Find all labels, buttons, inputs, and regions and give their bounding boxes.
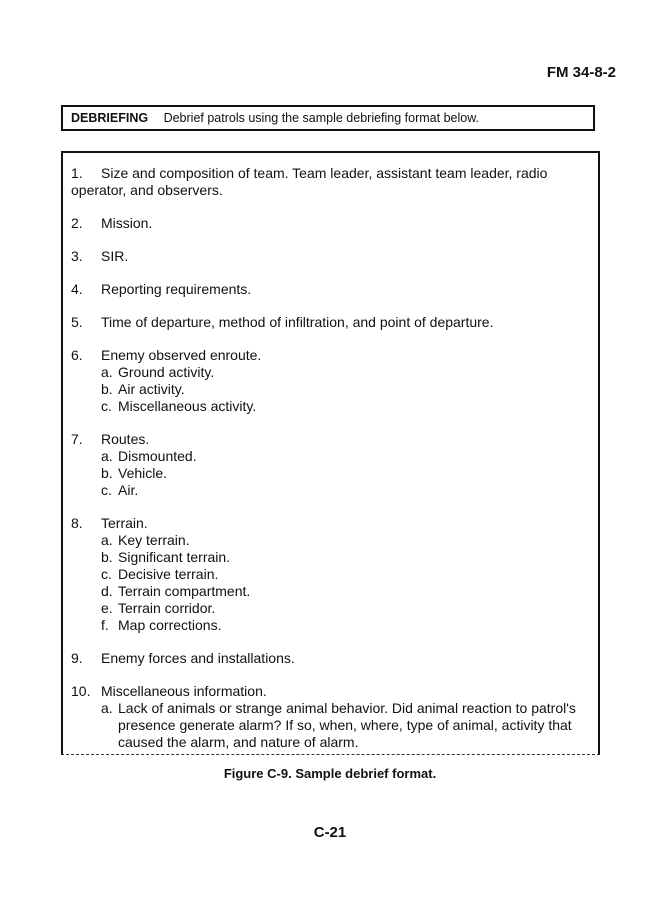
item-text <box>71 165 586 182</box>
item-number: 4. <box>71 281 83 297</box>
sub-item-text: Vehicle. <box>118 465 168 481</box>
sub-item <box>101 465 586 482</box>
sub-item <box>101 617 586 634</box>
sub-item-text: Dismounted. <box>118 448 197 464</box>
debrief-item <box>71 165 586 199</box>
debrief-item <box>71 515 586 634</box>
sub-item-text: Air activity. <box>118 381 185 397</box>
item-text: Miscellaneous information. <box>101 683 267 699</box>
sub-item-list <box>71 364 586 415</box>
sub-item-letter: c. <box>101 398 112 414</box>
sub-item-letter: b. <box>101 549 113 565</box>
sub-item-letter: b. <box>101 381 113 397</box>
sub-item-text: Map corrections. <box>118 617 222 633</box>
sub-item <box>101 398 586 415</box>
sub-item-text: Terrain corridor. <box>118 600 216 616</box>
figure-caption: Figure C-9. Sample debrief format. <box>223 766 437 781</box>
sub-item-letter: a. <box>101 700 113 716</box>
debrief-items-list <box>71 165 586 755</box>
debrief-item <box>71 281 586 298</box>
sub-item <box>101 600 586 617</box>
page-number: C-21 <box>313 824 347 841</box>
sub-item-letter: c. <box>101 566 112 582</box>
sub-item-letter: c. <box>101 482 112 498</box>
sub-item <box>101 381 586 398</box>
sub-item <box>101 549 586 566</box>
sub-item <box>101 583 586 600</box>
sub-item-letter: f. <box>101 617 109 633</box>
sub-item-list <box>71 448 586 499</box>
sub-item-letter: e. <box>101 600 113 616</box>
debrief-item <box>71 683 586 751</box>
sub-item <box>101 448 586 465</box>
sub-item-letter: a. <box>101 364 113 380</box>
item-number: 3. <box>71 248 83 264</box>
item-text-continuation: operator, and observers. <box>71 182 223 198</box>
sub-item-list <box>71 700 586 751</box>
sub-item-letter: d. <box>101 583 113 599</box>
item-number: 10. <box>71 683 91 699</box>
debrief-item <box>71 248 586 265</box>
sub-item-text: Air. <box>118 482 139 498</box>
item-number: 7. <box>71 431 83 447</box>
debrief-format-box <box>61 151 600 755</box>
item-text: Reporting requirements. <box>101 281 252 297</box>
item-number: 1. <box>71 165 83 181</box>
manual-code: FM 34-8-2 <box>546 64 616 81</box>
sub-item <box>101 566 586 583</box>
item-text: Terrain. <box>101 515 148 531</box>
sub-item-letter: b. <box>101 465 113 481</box>
item-text: Routes. <box>101 431 150 447</box>
item-number: 5. <box>71 314 83 330</box>
debrief-item <box>71 650 586 667</box>
item-text: SIR. <box>101 248 129 264</box>
sub-item-list <box>71 532 586 634</box>
item-text: Time of departure, method of infiltration, and point of departure. <box>101 314 494 330</box>
sub-item-letter: a. <box>101 448 113 464</box>
debrief-item <box>71 215 586 232</box>
debrief-item <box>71 431 586 499</box>
debrief-item <box>71 314 586 331</box>
sub-item <box>101 700 586 751</box>
item-text: Mission. <box>101 215 153 231</box>
sub-item <box>101 482 586 499</box>
sub-item-text: Decisive terrain. <box>118 566 219 582</box>
sub-item-text: Significant terrain. <box>118 549 231 565</box>
sub-item-text: Ground activity. <box>118 364 215 380</box>
debriefing-title-box <box>61 105 595 131</box>
sub-item-text: Lack of animals or strange animal behavior. Did animal reaction to patrol's presence generate alarm? If so, when, where, type of animal, activity that caused the alarm, and nature of alarm. <box>118 700 576 750</box>
item-number: 8. <box>71 515 83 531</box>
sub-item-text: Miscellaneous activity. <box>118 398 257 414</box>
item-text: Enemy forces and installations. <box>101 650 295 666</box>
debrief-item <box>71 347 586 415</box>
debriefing-instruction: Debrief patrols using the sample debriefing format below. <box>163 111 480 125</box>
debriefing-heading: DEBRIEFING <box>71 111 149 125</box>
sub-item-letter: a. <box>101 532 113 548</box>
item-text: Enemy observed enroute. <box>101 347 262 363</box>
sub-item <box>101 532 586 549</box>
item-number: 2. <box>71 215 83 231</box>
sub-item-text: Terrain compartment. <box>118 583 251 599</box>
sub-item-text: Key terrain. <box>118 532 190 548</box>
item-number: 9. <box>71 650 83 666</box>
item-number: 6. <box>71 347 83 363</box>
item-text-line: Size and composition of team. Team leader, assistant team leader, radio <box>101 165 548 181</box>
sub-item <box>101 364 586 381</box>
